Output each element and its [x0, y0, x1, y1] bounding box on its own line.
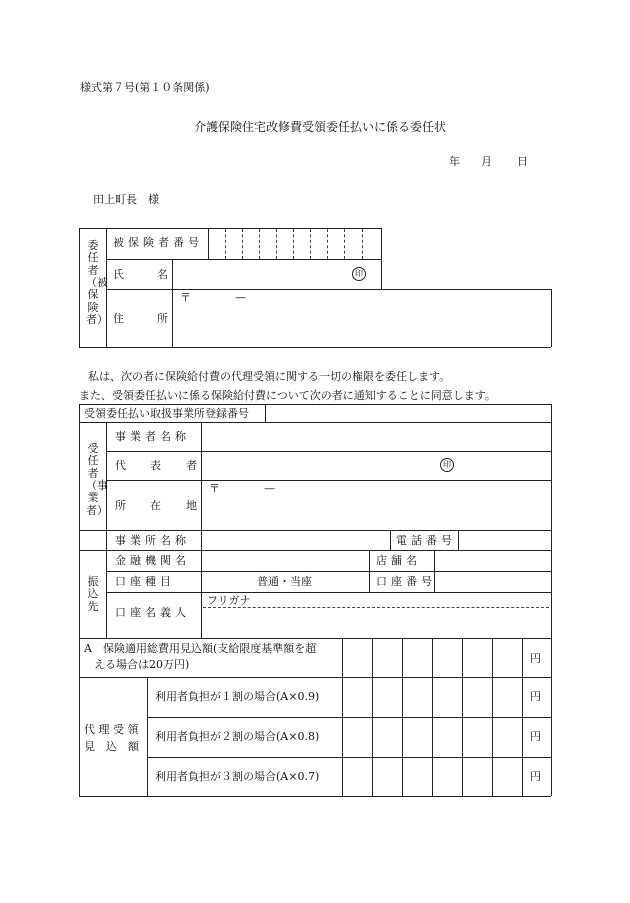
- name-label-1: 氏: [113, 268, 124, 281]
- representative-label-2: 表: [150, 459, 161, 472]
- date-day-label: 日: [517, 155, 528, 168]
- delegator-seal-mark: 印: [352, 267, 366, 281]
- agent-side-label: 受任者（事業者）: [86, 442, 108, 517]
- representative-label-1: 代: [115, 459, 126, 472]
- yen-unit: 円: [530, 730, 541, 743]
- total-cost-label-line1: A 保険適用総費用見込額(支給限度基準額を超: [84, 642, 317, 655]
- business-name-label: 事業者名称: [115, 430, 190, 443]
- copay-20pct-label: 利用者負担が２割の場合(A×0.8): [155, 730, 320, 743]
- delegator-postal-mark: 〒: [180, 291, 191, 304]
- yen-unit: 円: [530, 652, 541, 665]
- location-label-2: 在: [150, 499, 161, 512]
- account-type-label: 口座種目: [115, 575, 175, 588]
- account-type-value: 普通・当座: [257, 575, 312, 588]
- proxy-receipt-label-line1: 代 理 受 領: [84, 723, 139, 736]
- agent-seal-mark: 印: [440, 458, 454, 472]
- bank-side-label: 振込先: [87, 575, 99, 613]
- insured-number-label: 被保険者番号: [113, 236, 203, 249]
- account-number-label: 口座番号: [376, 575, 436, 588]
- location-label-3: 地: [186, 499, 197, 512]
- agent-postal-mark: 〒: [209, 482, 220, 495]
- delegator-postal-dash: —: [235, 291, 246, 304]
- yen-unit: 円: [530, 690, 541, 703]
- statement-consent: また、受領委任払いに係る保険給付費について次の者に通知することに同意します。: [79, 389, 496, 402]
- address-label-1: 住: [113, 312, 124, 325]
- page-title: 介護保険住宅改修費受領委任払いに係る委任状: [194, 120, 447, 134]
- name-label-2: 名: [157, 268, 168, 281]
- representative-label-3: 者: [186, 459, 197, 472]
- delegator-side-label: 委任者（被保険者）: [86, 239, 108, 326]
- registration-number-label: 受領委任払い取扱事業所登録番号: [84, 407, 249, 420]
- total-cost-label-line2: える場合は20万円): [94, 658, 190, 671]
- form-number: 様式第７号(第１０条関係): [80, 81, 210, 94]
- copay-10pct-label: 利用者負担が１割の場合(A×0.9): [155, 690, 320, 703]
- phone-number-label: 電話番号: [396, 534, 456, 547]
- location-label-1: 所: [115, 499, 126, 512]
- institution-name-label: 金融機関名: [115, 554, 190, 567]
- proxy-receipt-label-line2: 見 込 額: [84, 740, 139, 753]
- date-month-label: 月: [481, 155, 492, 168]
- branch-name-label: 店舗名: [376, 554, 421, 567]
- addressee: 田上町長 様: [93, 193, 159, 206]
- address-label-2: 所: [157, 312, 168, 325]
- furigana-label: フリガナ: [207, 594, 251, 607]
- office-name-label: 事業所名称: [115, 534, 190, 547]
- copay-30pct-label: 利用者負担が３割の場合(A×0.7): [155, 770, 320, 783]
- yen-unit: 円: [530, 770, 541, 783]
- account-holder-label: 口座名義人: [115, 606, 190, 619]
- date-year-label: 年: [449, 155, 460, 168]
- statement-delegation: 私は、次の者に保険給付費の代理受領に関する一切の権限を委任します。: [88, 370, 451, 383]
- agent-postal-dash: —: [264, 482, 275, 495]
